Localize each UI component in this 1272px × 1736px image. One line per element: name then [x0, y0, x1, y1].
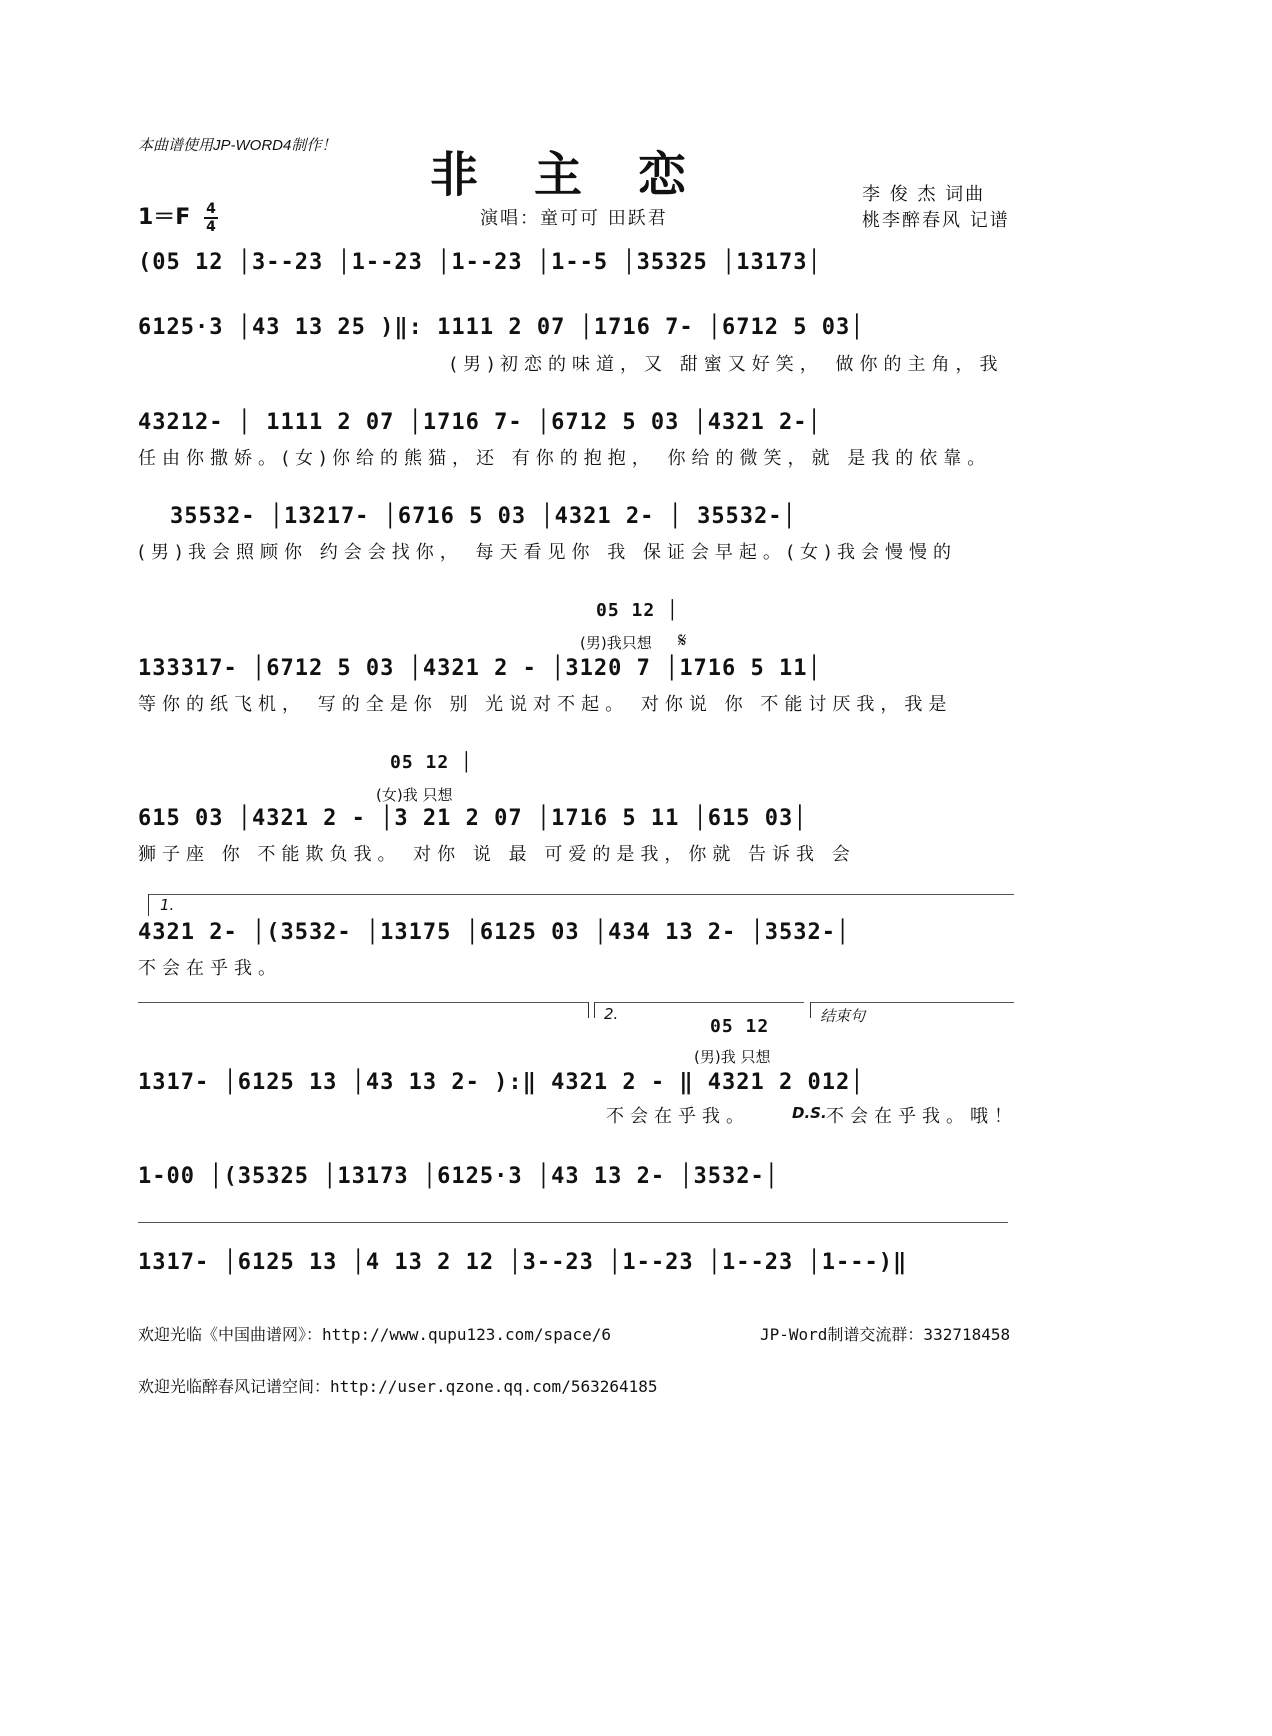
key-signature — [138, 200, 218, 234]
pickup-2-notes: 05 12 │ — [390, 752, 473, 773]
score-line-6-lyrics: 狮子座 你 不能欺负我。 对你 说 最 可爱的是我，你就 告诉我 会 — [138, 844, 856, 865]
score-line-10-notes: 1317- │6125 13 │4 13 2 12 │3--23 │1--23 │1--23 │1---)‖ — [138, 1250, 908, 1275]
song-title: 非主恋 — [430, 147, 743, 203]
ending-bracket-left — [810, 1002, 811, 1018]
ending-bracket — [810, 1002, 1014, 1003]
volta-line-a-end — [588, 1002, 589, 1018]
score-line-2-notes: 6125·3 │43 13 25 )‖: 1111 2 07 │1716 7- │6712 5 03│ — [138, 315, 865, 340]
score-line-9-notes: 1-00 │(35325 │13173 │6125·3 │43 13 2- │3532-│ — [138, 1164, 780, 1189]
footer-space-link[interactable]: 欢迎光临醉春风记谱空间：http://user.qzone.qq.com/563264185 — [138, 1377, 658, 1396]
volta-1-bracket-left — [148, 894, 149, 916]
score-line-1-notes: (05 12 │3--23 │1--23 │1--23 │1--5 │35325 │13173│ — [138, 250, 822, 275]
volta-1-bracket — [148, 894, 1014, 895]
score-line-2-lyrics: (男)初恋的味道，又 甜蜜又好笑， 做你的主角，我 — [450, 354, 1004, 375]
dal-segno-mark: D.S. — [792, 1104, 827, 1122]
section-divider — [138, 1222, 1008, 1223]
score-line-4-lyrics: (男)我会照顾你 约会会找你， 每天看见你 我 保证会早起。(女)我会慢慢的 — [138, 542, 957, 563]
score-line-5-notes: 133317- │6712 5 03 │4321 2 - │3120 7 │1716 5 11│ — [138, 656, 822, 681]
score-line-6-notes: 615 03 │4321 2 - │3 21 2 07 │1716 5 11 │615 03│ — [138, 806, 808, 831]
score-line-7-notes: 4321 2- │(3532- │13175 │6125 03 │434 13 2- │3532-│ — [138, 920, 851, 945]
volta-2-label: 2. — [604, 1005, 619, 1023]
composer-credit: 李 俊 杰 词曲 — [862, 184, 986, 205]
time-signature — [204, 202, 218, 234]
score-line-3-notes: 43212- │ 1111 2 07 │1716 7- │6712 5 03 │4321 2-│ — [138, 410, 822, 435]
volta-2-bracket-left — [594, 1002, 595, 1018]
score-line-8-lyrics-a: 不会在乎我。 — [606, 1106, 750, 1127]
footer-group-info: JP-Word制谱交流群：332718458 — [760, 1325, 1011, 1344]
volta-1-label: 1. — [160, 896, 175, 914]
footer-site-link[interactable]: 欢迎光临《中国曲谱网》：http://www.qupu123.com/space/6 — [138, 1325, 611, 1344]
time-top: 4 — [206, 201, 216, 217]
ending-label: 结束句 — [820, 1007, 866, 1025]
pickup-3-notes: 05 12 — [710, 1016, 770, 1037]
score-line-5-lyrics: 等你的纸飞机， 写的全是你 别 光说对不起。 对你说 你 不能讨厌我，我是 — [138, 694, 953, 715]
key-label: 1＝F — [138, 205, 191, 230]
pickup-1-notes: 05 12 │ — [596, 600, 679, 621]
software-credit: 本曲谱使用JP-WORD4制作！ — [138, 137, 337, 154]
pickup-1-lyrics: (男)我只想 — [580, 634, 652, 652]
pickup-2-lyrics: (女)我 只想 — [376, 786, 453, 804]
score-line-4-notes: 35532- │13217- │6716 5 03 │4321 2- │ 35532-│ — [170, 504, 797, 529]
score-line-8-lyrics-b: 不会在乎我。哦！ — [826, 1106, 1018, 1127]
segno-sign: 𝄋 — [678, 628, 687, 652]
score-line-3-lyrics: 任由你撒娇。(女)你给的熊猫，还 有你的抱抱， 你给的微笑，就 是我的依靠。 — [138, 448, 992, 469]
time-bottom: 4 — [206, 219, 216, 235]
performer-credit: 演唱：童可可 田跃君 — [480, 208, 668, 229]
pickup-3-lyrics: (男)我 只想 — [694, 1048, 771, 1066]
volta-line-a — [138, 1002, 588, 1003]
transcriber-credit: 桃李醉春风 记谱 — [862, 210, 1010, 231]
score-line-7-lyrics: 不会在乎我。 — [138, 958, 282, 979]
volta-2-bracket — [594, 1002, 804, 1003]
score-line-8-notes: 1317- │6125 13 │43 13 2- ):‖ 4321 2 - ‖ 4321 2 012│ — [138, 1070, 865, 1095]
